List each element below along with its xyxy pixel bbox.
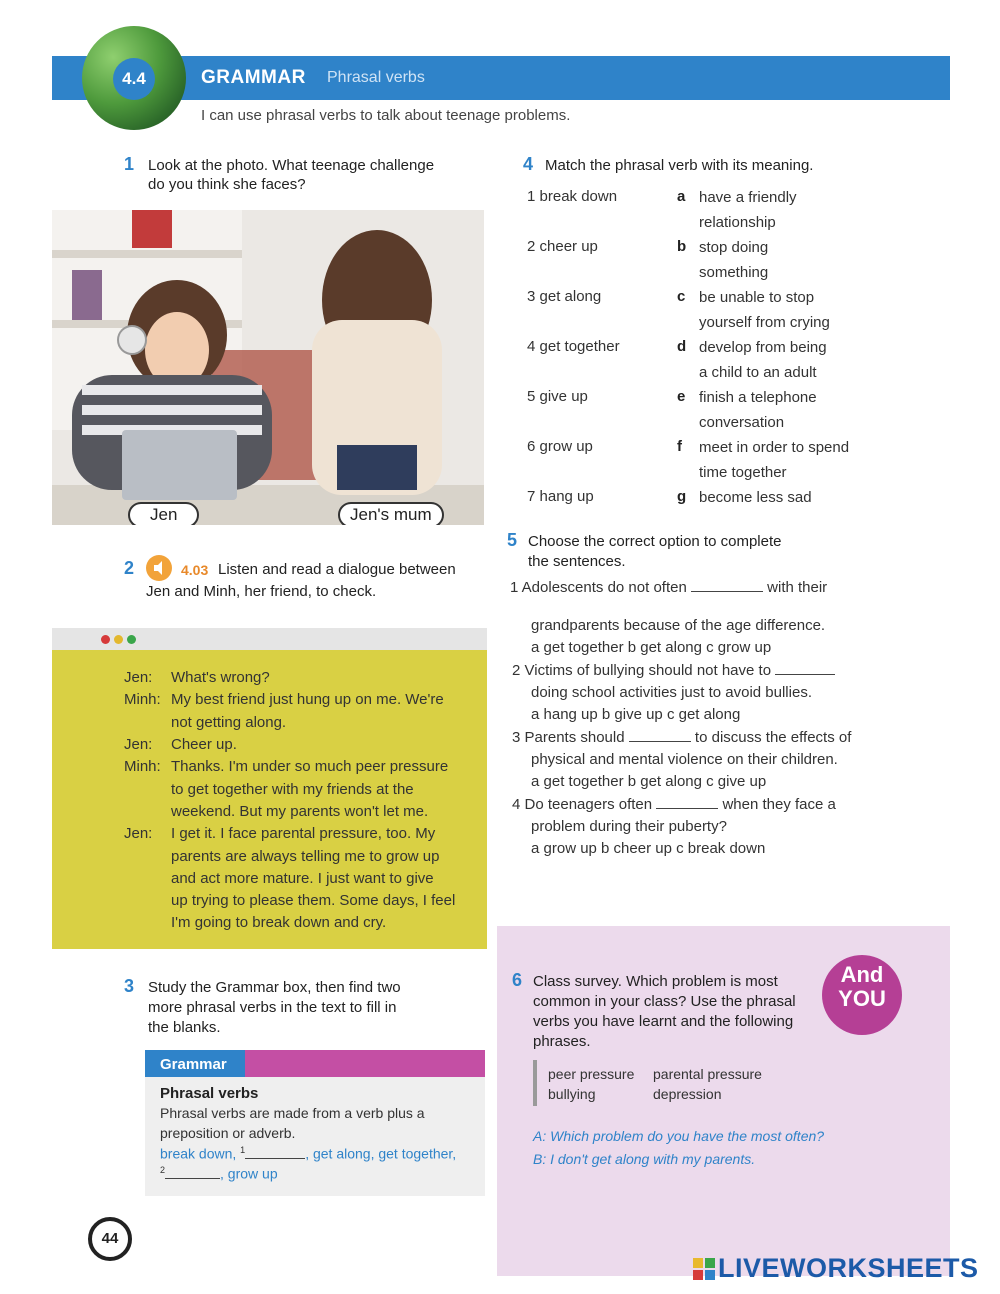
ex5-sentence4 <box>512 796 836 813</box>
ex3-instruction-line2: more phrasal verbs in the text to fill in <box>148 999 397 1016</box>
match-letter: e <box>677 388 686 405</box>
ex5-sentence4-cont: problem during their puberty? <box>531 818 727 835</box>
ex5-sentence2 <box>512 662 835 679</box>
match-definition-cont: yourself from crying <box>699 314 830 331</box>
match-definition[interactable]: develop from being <box>699 339 827 356</box>
audio-track-number: 4.03 <box>181 562 209 578</box>
ex1-photo <box>52 210 484 525</box>
dialogue-line: What's wrong? <box>171 669 270 686</box>
grammar-example-get-along: , get along, get together, <box>305 1145 457 1162</box>
grammar-example-grow-up: , grow up <box>220 1165 278 1182</box>
match-definition[interactable]: finish a telephone <box>699 389 817 406</box>
audio-icon[interactable] <box>146 555 172 581</box>
match-letter: d <box>677 338 687 355</box>
ex5-options4[interactable]: a grow up b cheer up c break down <box>531 840 766 857</box>
and-you-and: And <box>840 962 884 987</box>
phrase-peer-pressure: peer pressure <box>548 1066 635 1082</box>
ex1-instruction-line1: Look at the photo. What teenage challenge <box>148 157 435 174</box>
ex5-number: 5 <box>507 530 518 550</box>
match-verb[interactable]: 6 grow up <box>527 438 593 455</box>
phrases-divider <box>533 1060 537 1106</box>
ex6-instruction-line2: common in your class? Use the phrasal <box>533 993 796 1010</box>
dialogue-line: parents are always telling me to grow up <box>171 848 440 865</box>
ex5-options2[interactable]: a hang up b give up c get along <box>531 706 741 723</box>
phrase-parental-pressure: parental pressure <box>653 1066 762 1082</box>
lesson-objective: I can use phrasal verbs to talk about teenage problems. <box>201 107 571 124</box>
grammar-box-desc2: preposition or adverb. <box>160 1125 296 1141</box>
match-letter: g <box>677 488 687 505</box>
match-verb[interactable]: 4 get together <box>527 338 620 355</box>
match-definition-cont: a child to an adult <box>699 364 817 381</box>
ex3-instruction-line1: Study the Grammar box, then find two <box>148 979 401 996</box>
ex2-number: 2 <box>124 558 135 578</box>
ex5-sentence3 <box>512 729 851 746</box>
ex6-instruction-line4: phrases. <box>533 1033 591 1050</box>
ex5-options1[interactable]: a get together b get along c grow up <box>531 639 772 656</box>
dialogue-speaker: Jen: <box>124 669 153 686</box>
s2-start: 2 Victims of bullying should not have to <box>512 662 772 679</box>
s3-end: to discuss the effects of <box>694 729 852 746</box>
grammar-box-label: Grammar <box>160 1056 227 1073</box>
ex5-sentence3-cont: physical and mental violence on their children. <box>531 751 838 768</box>
match-letter: a <box>677 188 686 205</box>
ex5-instruction-line1: Choose the correct option to complete <box>528 533 782 550</box>
match-verb[interactable]: 7 hang up <box>527 488 594 505</box>
match-verb[interactable]: 1 break down <box>527 188 618 205</box>
match-definition[interactable]: stop doing <box>699 239 769 256</box>
match-definition-cont: something <box>699 264 769 281</box>
ex2-instruction-line2: Jen and Minh, her friend, to check. <box>146 583 377 600</box>
match-definition-cont: relationship <box>699 214 776 231</box>
window-dot-red <box>101 635 110 644</box>
phrase-depression: depression <box>653 1086 722 1102</box>
header-subtitle: Phrasal verbs <box>327 69 425 86</box>
match-letter: b <box>677 238 687 255</box>
match-definition-cont: conversation <box>699 414 785 431</box>
grammar-box-desc1: Phrasal verbs are made from a verb plus a <box>160 1105 425 1121</box>
header-title: GRAMMAR <box>201 67 306 88</box>
match-definition[interactable]: have a friendly <box>699 189 797 206</box>
match-verb[interactable]: 5 give up <box>527 388 588 405</box>
s1-start: 1 Adolescents do not often <box>510 579 687 596</box>
ex5-sentence1 <box>510 579 827 596</box>
match-letter: c <box>677 288 686 305</box>
and-you-you: YOU <box>838 986 886 1011</box>
grammar-box-title: Phrasal verbs <box>160 1085 259 1102</box>
s4-end: when they face a <box>722 796 836 813</box>
s1-end: with their <box>767 579 828 596</box>
dialogue-speaker: Minh: <box>124 691 161 708</box>
ex1-number: 1 <box>124 154 135 174</box>
ex4-instruction: Match the phrasal verb with its meaning. <box>545 157 814 174</box>
match-verb[interactable]: 2 cheer up <box>527 238 598 255</box>
match-letter: f <box>677 438 682 455</box>
ex4-number: 4 <box>523 154 534 174</box>
ex5-sentence2-cont: doing school activities just to avoid bullies. <box>531 684 812 701</box>
window-dot-yellow <box>114 635 123 644</box>
page-number: 44 <box>88 1217 132 1261</box>
ex1-instruction-line2: do you think she faces? <box>148 176 306 193</box>
dialogue-line: Thanks. I'm under so much peer pressure <box>171 758 449 775</box>
dialogue-line: not getting along. <box>171 714 287 731</box>
ex6-number: 6 <box>512 970 523 990</box>
dialogue-line: Cheer up. <box>171 736 237 753</box>
s3-start: 3 Parents should <box>512 729 625 746</box>
ex5-blank-3[interactable] <box>629 741 691 742</box>
dialogue-line: My best friend just hung up on me. We're <box>171 691 444 708</box>
grammar-box-header-accent <box>245 1050 485 1077</box>
grammar-blank-1[interactable] <box>245 1158 305 1159</box>
window-dot-green <box>127 635 136 644</box>
grammar-example-break-down: break down, <box>160 1145 241 1162</box>
s4-start: 4 Do teenagers often <box>512 796 653 813</box>
dialogue-line: up trying to please them. Some days, I feel <box>171 892 456 909</box>
match-definition[interactable]: meet in order to spend <box>699 439 850 456</box>
ex3-instruction-line3: the blanks. <box>148 1019 221 1036</box>
grammar-examples-line2 <box>160 1165 278 1182</box>
grammar-blank-2[interactable] <box>165 1178 220 1179</box>
blank1-number: 1 <box>240 1145 246 1155</box>
dialogue-line: and act more mature. I just want to give <box>171 870 434 887</box>
photo-illustration <box>52 210 484 525</box>
header-bar <box>52 56 950 100</box>
dialogue-speaker: Jen: <box>124 736 153 753</box>
liveworksheets-logo-icon <box>693 1258 715 1280</box>
dialogue-speaker: Minh: <box>124 758 161 775</box>
ex5-blank-1[interactable] <box>691 591 763 592</box>
dialogue-line: I'm going to break down and cry. <box>171 914 387 931</box>
match-definition[interactable]: be unable to stop <box>699 289 815 306</box>
grammar-examples-line1 <box>160 1145 456 1162</box>
ex5-sentence1-cont: grandparents because of the age difference. <box>531 617 826 634</box>
dialogue-speaker: Jen: <box>124 825 153 842</box>
tag-jens-mum: Jen's mum <box>338 502 444 525</box>
ex5-options3[interactable]: a get together b get along c give up <box>531 773 767 790</box>
ex5-blank-2[interactable] <box>775 674 835 675</box>
and-you-badge <box>822 955 902 1035</box>
survey-answer: B: I don't get along with my parents. <box>533 1151 756 1167</box>
ex6-instruction-line3: verbs you have learnt and the following <box>533 1013 794 1030</box>
dialogue-line: weekend. But my parents won't let me. <box>171 803 429 820</box>
ex3-number: 3 <box>124 976 135 996</box>
dialogue-line: I get it. I face parental pressure, too. My <box>171 825 436 842</box>
tag-jen: Jen <box>128 502 199 525</box>
ex6-instruction-line1: Class survey. Which problem is most <box>533 973 778 990</box>
survey-question: A: Which problem do you have the most often? <box>533 1128 825 1144</box>
ex5-instruction-line2: the sentences. <box>528 553 626 570</box>
ex5-blank-4[interactable] <box>656 808 718 809</box>
match-definition-cont: time together <box>699 464 787 481</box>
phrase-bullying: bullying <box>548 1086 596 1102</box>
liveworksheets-logo-text: LIVEWORKSHEETS <box>718 1253 979 1283</box>
match-definition[interactable]: become less sad <box>699 489 812 506</box>
match-verb[interactable]: 3 get along <box>527 288 602 305</box>
dialogue-line: to get together with my friends at the <box>171 781 414 798</box>
lesson-badge: 4.4 <box>113 58 155 100</box>
blank2-number: 2 <box>160 1165 166 1175</box>
ex2-instruction-line1: Listen and read a dialogue between <box>218 561 456 578</box>
